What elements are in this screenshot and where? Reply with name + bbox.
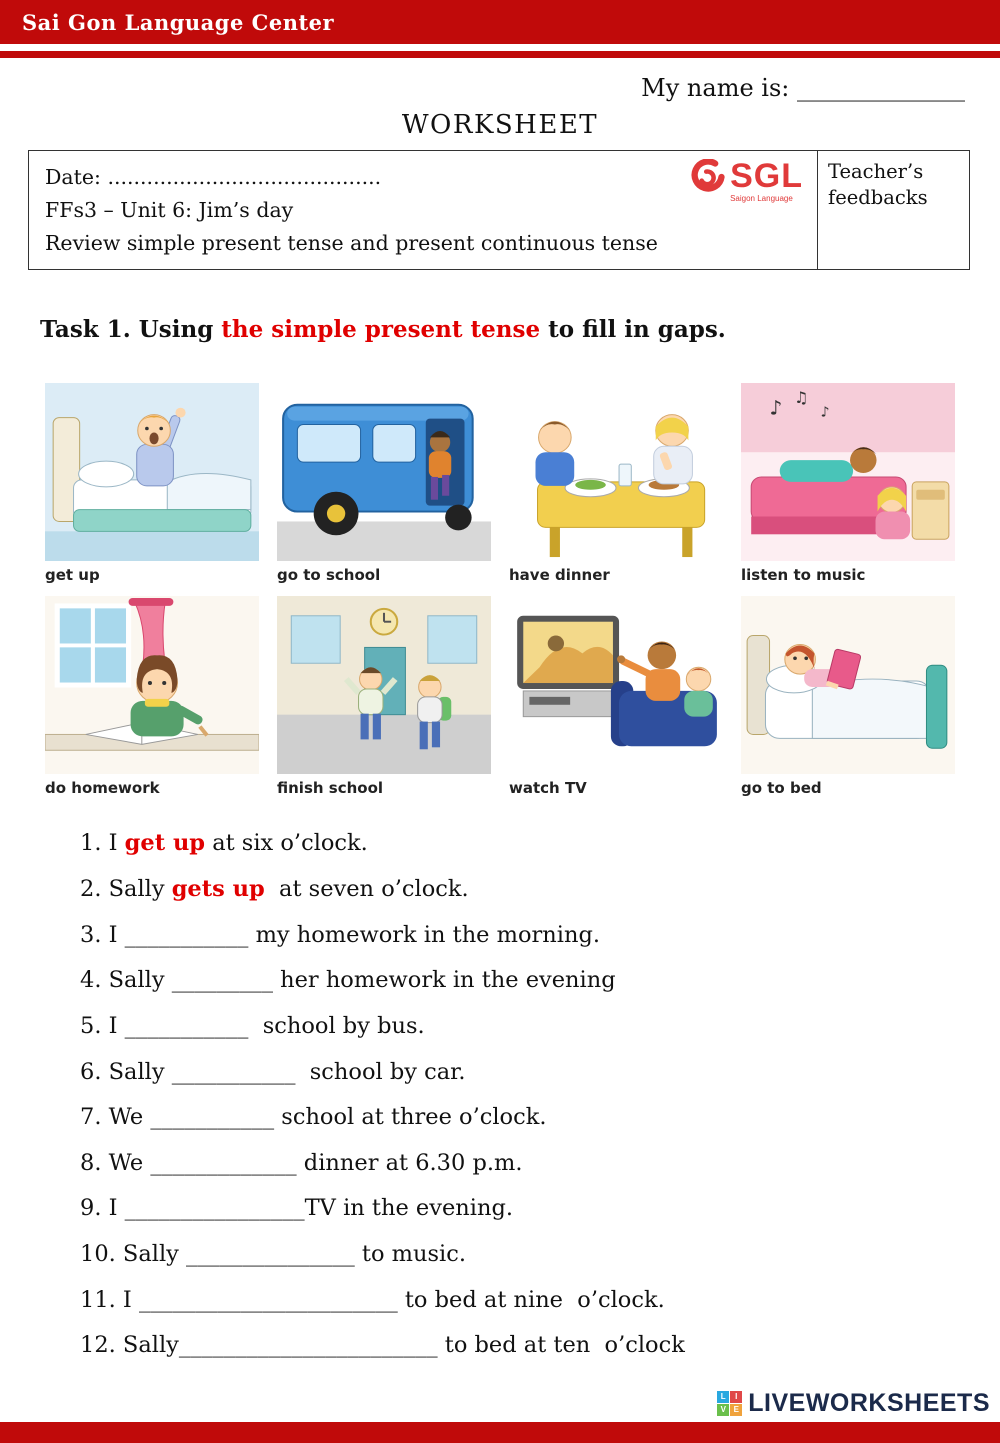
picture-finish-school [277,596,491,797]
answer-gap[interactable]: _____________ [150,1149,297,1176]
sentence-text: 7. We [80,1104,151,1131]
answer-gap[interactable]: _______________ [186,1241,355,1268]
get-up-illustration [45,383,259,561]
answer-text: gets up [171,876,265,903]
sentence-text: 8. We [80,1149,151,1176]
picture-go-to-school [277,383,491,584]
picture-listen-to-music [741,383,955,584]
brand-title: Sai Gon Language Center [22,9,335,35]
sentence-4 [80,964,960,997]
sgl-swirl-icon [690,159,726,195]
go-to-bed-illustration [741,596,955,774]
sentence-text: 6. Sally [80,1058,172,1085]
sentence-text: to music. [354,1241,466,1268]
picture-caption: have dinner [509,566,610,585]
logo-square-e: E [730,1404,742,1416]
liveworksheets-icon [717,1391,742,1416]
picture-caption: do homework [45,779,160,798]
name-blank[interactable]: ______________ [797,74,965,102]
sentence-3 [80,919,960,952]
have-dinner-illustration [509,383,723,561]
answer-gap[interactable]: ___________ [124,1012,249,1039]
task-suffix: to fill in gaps. [540,316,726,344]
picture-have-dinner [509,383,723,584]
sentence-7 [80,1101,960,1134]
sgl-logo [690,159,803,203]
footer-bar [0,1422,1000,1443]
sentence-10 [80,1238,960,1271]
sgl-logo-main: SGL [730,157,803,195]
info-main-cell [29,151,817,269]
sentence-8 [80,1147,960,1180]
sentence-text: her homework in the evening [272,967,616,994]
footer-strip [0,1384,1000,1422]
sentence-9 [80,1192,960,1225]
listen-to-music-illustration [741,383,955,561]
sentence-text: 9. I [80,1195,125,1222]
sentence-text: dinner at 6.30 p.m. [296,1149,523,1176]
review-line: Review simple present tense and present continuous tense [45,230,658,255]
logo-square-v: V [717,1404,729,1416]
sentence-text: school by car. [295,1058,466,1085]
go-to-school-illustration [277,383,491,561]
date-line: Date: .......................................... [45,165,382,189]
task-heading [40,316,960,343]
sentence-6 [80,1056,960,1089]
task-highlight: the simple present tense [221,316,541,344]
answer-gap[interactable]: ___________ [171,1058,296,1085]
sentence-text: 2. Sally [80,876,172,903]
unit-line: FFs3 – Unit 6: Jim’s day [45,197,294,222]
picture-get-up [45,383,259,584]
sentence-text: 1. I [80,830,125,857]
sentence-1 [80,827,960,860]
page-title: WORKSHEET [401,110,599,140]
sentence-12 [80,1329,960,1362]
answer-gap[interactable]: ___________ [124,921,249,948]
answer-gap[interactable]: ________________ [124,1195,305,1222]
picture-do-homework [45,596,259,797]
picture-grid [45,383,955,797]
picture-caption: listen to music [741,566,866,585]
picture-caption: go to school [277,566,381,585]
picture-go-to-bed [741,596,955,797]
sentence-11 [80,1284,960,1317]
music-note-icon: ♫ [793,388,809,408]
sentence-text: TV in the evening. [304,1195,513,1222]
sentence-text: 5. I [80,1012,125,1039]
sentence-text: to bed at nine o’clock. [397,1286,665,1313]
sentence-text: school by bus. [248,1012,425,1039]
sgl-logo-sub: Saigon Language [730,194,793,203]
answer-text: get up [124,830,206,857]
picture-caption: watch TV [509,779,587,798]
picture-caption: finish school [277,779,384,798]
finish-school-illustration [277,596,491,774]
sentence-2 [80,873,960,906]
music-note-icon: ♪ [769,396,783,420]
answer-gap[interactable]: _______________________ [178,1332,438,1359]
name-line [0,74,965,102]
sentence-text: 11. I [80,1286,139,1313]
logo-square-i: I [730,1391,742,1403]
do-homework-illustration [45,596,259,774]
sentence-5 [80,1010,960,1043]
liveworksheets-logo[interactable] [717,1389,990,1418]
name-label: My name is: [641,74,797,102]
music-note-icon: ♪ [820,405,830,421]
sentence-text: at six o’clock. [205,830,368,857]
answer-gap[interactable]: ___________ [150,1104,275,1131]
task-prefix: Task 1. Using [40,316,222,344]
header-rule [0,51,1000,58]
sentence-text: 10. Sally [80,1241,187,1268]
picture-caption: get up [45,566,100,585]
sentence-list [80,827,960,1375]
sentence-text: at seven o’clock. [264,876,469,903]
logo-square-l: L [717,1391,729,1403]
watch-tv-illustration [509,596,723,774]
sentence-text: 3. I [80,921,125,948]
header-bar [0,0,1000,44]
teacher-feedback-cell: Teacher’s feedbacks [817,151,969,269]
sentence-text: to bed at ten o’clock [437,1332,685,1359]
picture-watch-tv [509,596,723,797]
picture-caption: go to bed [741,779,822,798]
sentence-text: my homework in the morning. [248,921,601,948]
info-box [28,150,970,270]
sentence-text: 4. Sally [80,967,172,994]
footer [0,1384,1000,1443]
liveworksheets-wordmark: LIVEWORKSHEETS [748,1388,990,1417]
header-gap [0,44,1000,51]
sgl-logo-text [730,159,803,203]
sentence-text: school at three o’clock. [274,1104,547,1131]
answer-gap[interactable]: _________ [171,967,273,994]
sentence-text: 12. Sally [80,1332,179,1359]
answer-gap[interactable]: _______________________ [138,1286,398,1313]
